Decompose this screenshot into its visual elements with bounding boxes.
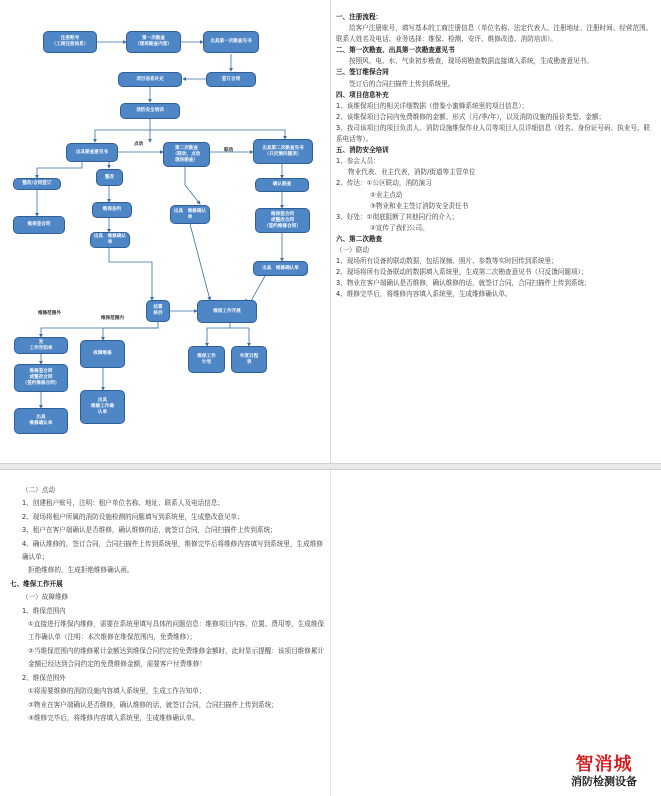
text-line: 2、传达：①公区联动，消防演习 xyxy=(336,179,432,188)
flow-step-label: 整改/合同签订 xyxy=(22,181,52,186)
flow-step-repair-confirm-2 xyxy=(170,205,210,224)
text-line: 给客户注册账号，填写基本的工商注册信息（单位名称、法定代表人、注册地址、注册时间、经营范围、联系人姓名及电话、业务选择：维保、检测、安评、维修改造、消防培训）。 xyxy=(336,24,653,44)
flow-step-work-confirm xyxy=(80,390,125,424)
flow-step-fault-repair xyxy=(80,340,125,368)
flow-step-label: 出具 维修确认单 xyxy=(262,265,299,271)
text-line: 物业代表、业主代表，消防/街道等主管单位 xyxy=(348,168,476,177)
flow-step-label: 出具勘查意见书 xyxy=(75,149,109,155)
flow-step-label: 出具 维修确认单 xyxy=(173,208,207,220)
section-heading: 三、签订维保合同 xyxy=(336,68,389,77)
flow-step-label: 结算 核价 xyxy=(153,305,163,316)
text-line: 2、现场将所有设备联动的数据填入系统里，生成第二次勘查意见书（只反馈问题项）； xyxy=(336,268,588,277)
flow-step-label: 维保签合同 或整改合同 （签约维修合同） xyxy=(264,211,301,229)
flow-step-maint-terms xyxy=(92,202,132,218)
flow-step-label: 出具第一次勘查见书 xyxy=(210,39,252,44)
logo-subtitle: 消防检测设备 xyxy=(571,775,637,788)
flow-step-first-survey-report xyxy=(203,31,259,53)
right-text-column xyxy=(336,12,654,300)
section-heading: 一、注册流程： xyxy=(336,13,383,21)
text-line: 1、现场所有设备的联动数据，包括视频、照片、参数等实时回传到系统里； xyxy=(336,257,558,266)
text-line: 2、该维保项目合同内免费维修的金额、形式（月/季/年），以及消防设施的报价类型、金额； xyxy=(336,112,606,121)
flow-step-label: 维修签合同 或整改合同 （签约维修合同） xyxy=(22,369,60,386)
text-line: 2、现场将租户所属的消防设施检测的问题填写到系统里，生成整改意见单； xyxy=(22,512,244,521)
text-line: ②当维保范围内的维修累计金额达到维保合同约定的免费维修金额时，此时显示提醒：该项目维修累计金额已经达到合同约定的免费维修金额，需要客户付费维修！ xyxy=(28,646,325,669)
section-heading: 五、消防安全培训 xyxy=(336,146,389,155)
flow-step-label: 年度日程 表 xyxy=(239,353,259,365)
page-break xyxy=(0,463,661,470)
text-line: 1、参会人员： xyxy=(336,157,380,166)
flow-step-repair-confirm-3 xyxy=(253,261,308,276)
text-line: 3、物业在客户端确认是否维修，确认维修的话，就签订合同，合同扫描件上传到系统； xyxy=(336,279,591,288)
text-line: 1、创建租户账号，注明：租户单位名称、地址、联系人及电话信息； xyxy=(22,499,225,508)
flow-step-register-account xyxy=(43,31,97,53)
text-line: 拒绝维修的，生成拒绝维修确认函。 xyxy=(28,566,134,575)
flow-step-annual-schedule xyxy=(231,346,267,373)
flow-step-label: 故障维修 xyxy=(93,351,112,356)
text-line: 4、确认维修的，签订合同，合同扫描件上传到系统里，维修完毕后将维修内容填写到系统里，生成维修确认单； xyxy=(22,539,323,562)
flow-step-rectify-contract xyxy=(13,178,61,190)
flow-step-repair-contract-right xyxy=(255,208,310,233)
flow-step-label: 维保签合同 xyxy=(27,222,51,227)
section-heading: 六、第二次勘查 xyxy=(336,234,383,243)
flow-step-confirm-survey xyxy=(255,178,309,192)
flow-step-label: 出具 维修确认单 xyxy=(93,234,127,245)
flow-step-work-notice xyxy=(14,337,68,354)
flow-step-label: 注册账号 （工商注册信息） xyxy=(51,36,89,47)
flow-step-maint-contract-left xyxy=(13,216,65,234)
text-line: 3、好处：①彻底阻断了其他同行的介入； xyxy=(336,212,459,221)
text-line: ②物业在客户端确认是否维修，确认维修的话，就签订合同，合同扫描件上传到系统； xyxy=(28,700,278,709)
column-divider xyxy=(330,0,331,463)
brand-logo xyxy=(556,755,652,788)
text-line: ②业主点动 xyxy=(370,190,403,199)
section-heading: 二、第一次勘查、出具第一次勘查意见书 xyxy=(336,46,455,55)
flow-label-inside-scope: 维保范围内 xyxy=(101,316,124,321)
flow-step-label: 整改 xyxy=(104,174,115,180)
text-line: （二）点动 xyxy=(22,486,55,494)
flow-label-point: 点动 xyxy=(134,142,144,147)
flow-step-label: 维保工作开展 xyxy=(213,308,241,314)
flow-label-outside-scope: 维修范围外 xyxy=(38,311,61,316)
text-line: 签订后的合同扫描件上传到系统里。 xyxy=(349,79,455,88)
section-heading: 四、项目信息补充 xyxy=(336,90,389,99)
flow-step-label: 出具第二次勘查见书 （只反馈问题项） xyxy=(262,145,304,157)
text-line: ①将需要维修的消防设施内容填入系统里，生成工作告知单； xyxy=(28,687,206,696)
flow-step-maintenance-start xyxy=(197,300,257,323)
flow-step-label: 确认勘查 xyxy=(272,182,292,187)
flow-step-label: 维保条约 xyxy=(102,207,122,212)
flow-label-linkage: 联动 xyxy=(224,148,234,153)
column-divider-2 xyxy=(330,470,331,796)
flow-step-label: 第一次勘查 （现场勘查内容） xyxy=(135,36,172,47)
text-line: 4、维修完毕后，将维修内容填入系统里，生成维修确认单。 xyxy=(336,290,512,299)
text-line: ③维修完毕后，将维修内容填入系统里，生成维修确认单。 xyxy=(28,713,199,722)
text-line: 2、维保范围外 xyxy=(22,673,66,682)
flow-step-sign-contract xyxy=(206,72,256,87)
text-line: ③物业和业主签订消防安全责任书 xyxy=(370,201,469,210)
flow-step-label: 第二次勘查 （联动、点动 现场勘查） xyxy=(172,145,201,163)
text-line: 按照风、电、水、气束初步勘查，现场将勘查数据直接填入系统，生成勘查意见书。 xyxy=(349,57,593,66)
process-flowchart xyxy=(0,0,330,463)
flow-step-label: 出具 维修确认单 xyxy=(29,415,53,426)
text-line: （一）联动 xyxy=(336,245,369,254)
text-line: ①直接进行维保内维修，需要在系统里填写具体的问题信息：维修项目内容、位置、费用等，生成维保工作确认单（注明：本次维修在维保范围内，免费维修）； xyxy=(28,620,325,642)
flow-step-rectify xyxy=(96,169,123,186)
flow-step-second-survey xyxy=(163,142,210,167)
flow-step-label: 出具 维修工作确 认单 xyxy=(91,398,114,415)
flow-step-repair-contract-left xyxy=(14,364,68,392)
text-line: 3、租户在客户端确认是否维修，确认维修的话，就签订合同，合同扫描件上传到系统； xyxy=(22,526,277,535)
page-2-text xyxy=(10,484,328,725)
flow-step-label: 项目信息补充 xyxy=(136,76,164,82)
text-line: 1、维保范围内 xyxy=(22,606,66,615)
flow-step-label: 维保工作 计划 xyxy=(197,353,216,365)
flow-step-label: 消防安全培训 xyxy=(136,108,164,113)
flow-step-project-info xyxy=(118,72,182,87)
flow-step-settle-price xyxy=(146,300,170,322)
flow-step-second-survey-report xyxy=(253,139,313,164)
flow-step-survey-opinion xyxy=(66,143,118,162)
flow-step-work-plan xyxy=(188,346,225,373)
flow-step-repair-confirm-left xyxy=(14,408,68,434)
text-line: 1、该维保项目的相关详细数据（借鉴小蜜蜂系统里的项目信息）； xyxy=(336,101,529,110)
flow-step-repair-confirm-1 xyxy=(90,232,130,248)
section-heading: 七、维保工作开展 xyxy=(10,579,63,588)
logo-title: 智消城 xyxy=(575,754,633,775)
flow-step-fire-training xyxy=(120,103,180,119)
flow-step-first-survey xyxy=(126,31,181,53)
flow-step-label: 签订合同 xyxy=(221,76,241,82)
flow-step-label: 发 工作告知单 xyxy=(29,339,53,351)
text-line: ②宣传了我们公司。 xyxy=(370,223,429,232)
text-line: （一）故障维修 xyxy=(22,593,69,602)
text-line: 3、我司该项目的项目负责人、消防设施维保作业人员等项目人员详细信息（姓名、身份证号码、执业号、联系电话等）。 xyxy=(336,123,651,144)
